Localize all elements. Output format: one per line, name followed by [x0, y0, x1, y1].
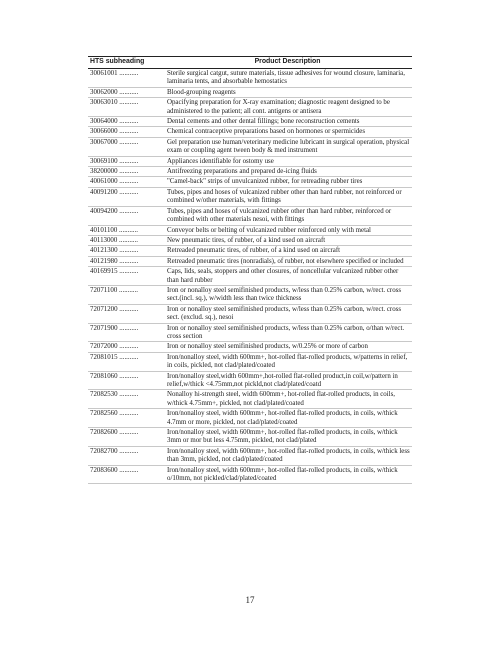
product-description-cell: Gel preparation use human/veterinary medicine lubricant in surgical operation, physical exam or coupling agent tween body & med instrument	[163, 137, 412, 156]
hts-code-cell: 72082530 ...........	[88, 390, 163, 409]
table-row	[88, 446, 412, 465]
table-row	[88, 465, 412, 484]
product-description-cell: Sterile surgical catgut, suture materials, tissue adhesives for wound closure, laminaria, laminaria tents, and absorbable hemostatics	[163, 69, 412, 88]
table-row	[88, 409, 412, 428]
hts-table-container	[88, 56, 412, 484]
table-row	[88, 390, 412, 409]
table-row	[88, 225, 412, 235]
hts-code-cell: 72081060 ...........	[88, 371, 163, 390]
hts-code-cell: 30061001 ...........	[88, 69, 163, 88]
hts-code-cell: 40121300 ...........	[88, 246, 163, 256]
product-description-cell: Iron or nonalloy steel semifinished products, w/less than 0.25% carbon, o/than w/rect. cross section	[163, 323, 412, 342]
table-row	[88, 117, 412, 127]
hts-code-cell: 40169915 ...........	[88, 267, 163, 286]
product-description-cell: Appliances identifiable for ostomy use	[163, 156, 412, 166]
hts-code-cell: 72071100 ...........	[88, 285, 163, 304]
hts-code-cell: 40094200 ...........	[88, 206, 163, 225]
page-number: 17	[245, 595, 255, 605]
product-description-cell: Dental cements and other dental fillings; bone reconstruction cements	[163, 117, 412, 127]
product-description-cell: Iron/nonalloy steel, width 600mm+, hot-rolled flat-rolled products, in coils, w/thick 4.7mm or more, pickled, not clad/plated/coated	[163, 409, 412, 428]
product-description-cell: Iron/nonalloy steel,width 600mm+,hot-rolled flat-rolled product,in coil,w/pattern in relief,w/thick <4.75mm,not pickld,not clad/plated/coatd	[163, 371, 412, 390]
product-description-cell: Iron or nonalloy steel semifinished products, w/0.25% or more of carbon	[163, 342, 412, 352]
product-description-cell: Iron/nonalloy steel, width 600mm+, hot-rolled flat-rolled products, in coils, w/thick o/10mm, not pickled/clad/plated/coated	[163, 465, 412, 484]
product-description-cell: Antifreezing preparations and prepared de-icing fluids	[163, 167, 412, 177]
hts-code-cell: 40121980 ...........	[88, 256, 163, 266]
table-row	[88, 235, 412, 245]
table-row	[88, 304, 412, 323]
table-row	[88, 256, 412, 266]
product-description-cell: Retreaded pneumatic tires, of rubber, of a kind used on aircraft	[163, 246, 412, 256]
table-body	[88, 69, 412, 484]
table-row	[88, 371, 412, 390]
hts-code-cell: 30066000 ...........	[88, 127, 163, 137]
table-row	[88, 98, 412, 117]
hts-code-cell: 40061000 ...........	[88, 177, 163, 187]
table-row	[88, 352, 412, 371]
table-row	[88, 87, 412, 97]
hts-code-cell: 30062000 ...........	[88, 87, 163, 97]
hts-code-cell: 72083600 ...........	[88, 465, 163, 484]
hts-code-cell: 72082700 ...........	[88, 446, 163, 465]
hts-code-cell: 72071900 ...........	[88, 323, 163, 342]
table-row	[88, 156, 412, 166]
table-row	[88, 187, 412, 206]
hts-code-cell: 72082600 ...........	[88, 428, 163, 447]
hts-code-cell: 30063010 ...........	[88, 98, 163, 117]
table-row	[88, 267, 412, 286]
table-row	[88, 323, 412, 342]
product-description-cell: Caps, lids, seals, stoppers and other closures, of noncellular vulcanized rubber other than hard rubber	[163, 267, 412, 286]
product-description-cell: Tubes, pipes and hoses of vulcanized rubber other than hard rubber, reinforced or combined with other materials nesoi, with fittings	[163, 206, 412, 225]
table-row	[88, 285, 412, 304]
product-description-cell: New pneumatic tires, of rubber, of a kind used on aircraft	[163, 235, 412, 245]
hts-code-cell: 40113000 ...........	[88, 235, 163, 245]
product-description-cell: Chemical contraceptive preparations based on hormones or spermicides	[163, 127, 412, 137]
product-description-cell: Iron or nonalloy steel semifinished products, w/less than 0.25% carbon, w/rect. cross sect.(incl. sq.), w/width less than twice thickness	[163, 285, 412, 304]
product-description-cell: Nonalloy hi-strength steel, width 600mm+, hot-rolled flat-rolled products, in coils, w/thick 4.75mm+, pickled, not clad/plated/coated	[163, 390, 412, 409]
hts-code-cell: 72072000 ...........	[88, 342, 163, 352]
table-row	[88, 69, 412, 88]
table-row	[88, 428, 412, 447]
table-row	[88, 342, 412, 352]
hts-table	[88, 56, 412, 484]
product-description-cell: Opacifying preparation for X-ray examination; diagnostic reagent designed to be administered to the patient; all cont. antigens or antisera	[163, 98, 412, 117]
table-row	[88, 177, 412, 187]
product-description-cell: Iron/nonalloy steel, width 600mm+, hot-rolled flat-rolled products, w/patterns in relief, in coils, pickled, not clad/plated/coated	[163, 352, 412, 371]
product-description-cell: "Camel-back" strips of unvulcanized rubber, for retreading rubber tires	[163, 177, 412, 187]
product-description-cell: Conveyor belts or belting of vulcanized rubber reinforced only with metal	[163, 225, 412, 235]
column-header-product-description: Product Description	[163, 57, 412, 69]
table-row	[88, 127, 412, 137]
hts-code-cell: 30064000 ...........	[88, 117, 163, 127]
hts-code-cell: 38200000 ...........	[88, 167, 163, 177]
hts-code-cell: 72081015 ...........	[88, 352, 163, 371]
product-description-cell: Iron/nonalloy steel, width 600mm+, hot-rolled flat-rolled products, in coils, w/thick less than 3mm, pickled, not clad/plated/coated	[163, 446, 412, 465]
product-description-cell: Blood-grouping reagents	[163, 87, 412, 97]
hts-code-cell: 30069100 ...........	[88, 156, 163, 166]
table-row	[88, 246, 412, 256]
product-description-cell: Iron or nonalloy steel semifinished products, w/less than 0.25% carbon, w/rect. cross sect. (exclud. sq.), nesoi	[163, 304, 412, 323]
hts-code-cell: 72071200 ...........	[88, 304, 163, 323]
table-row	[88, 167, 412, 177]
table-row	[88, 137, 412, 156]
product-description-cell: Retreaded pneumatic tires (nonradials), of rubber, not elsewhere specified or included	[163, 256, 412, 266]
column-header-hts-subheading: HTS subheading	[88, 57, 163, 69]
hts-code-cell: 30067000 ...........	[88, 137, 163, 156]
hts-code-cell: 40101100 ...........	[88, 225, 163, 235]
table-row	[88, 206, 412, 225]
table-header-row	[88, 57, 412, 69]
product-description-cell: Iron/nonalloy steel, width 600mm+, hot-rolled flat-rolled products, in coils, w/thick 3mm or mor but less 4.75mm, pickled, not clad/plated	[163, 428, 412, 447]
hts-code-cell: 72082560 ...........	[88, 409, 163, 428]
hts-code-cell: 40091200 ...........	[88, 187, 163, 206]
product-description-cell: Tubes, pipes and hoses of vulcanized rubber other than hard rubber, not reinforced or combined w/other materials, with fittings	[163, 187, 412, 206]
